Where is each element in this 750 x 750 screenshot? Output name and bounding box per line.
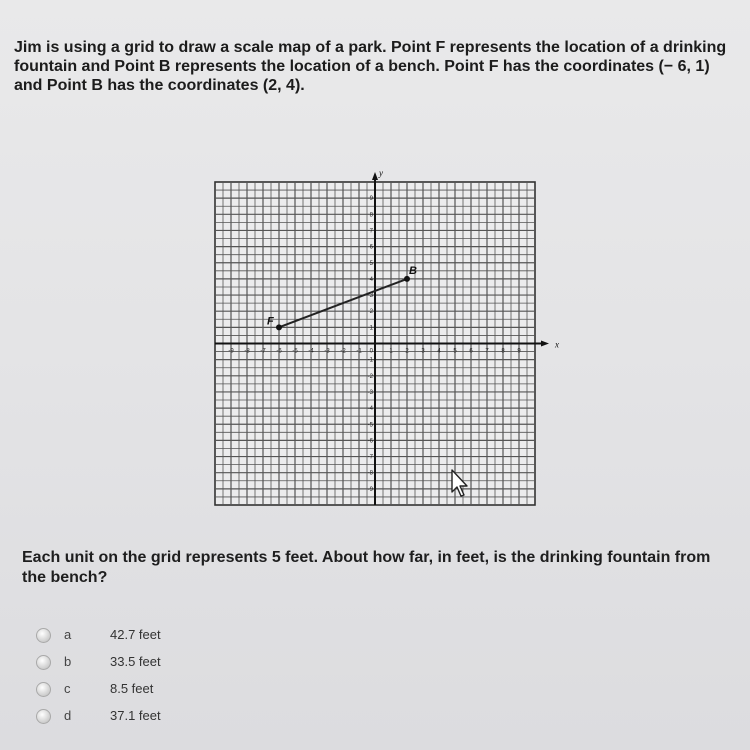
x-tick-label: -1 — [356, 348, 362, 355]
y-tick-label: 9 — [369, 196, 373, 203]
choice-d[interactable] — [36, 707, 336, 727]
x-tick-label: -3 — [324, 348, 330, 355]
y-tick-label: 6 — [369, 244, 373, 251]
point-label: B — [409, 264, 417, 277]
x-tick-label: -7 — [260, 348, 266, 355]
y-tick-label: 5 — [369, 260, 373, 267]
y-tick-label: -7 — [367, 454, 373, 461]
choice-value: 37.1 feet — [110, 708, 161, 723]
coordinate-grid-svg — [210, 168, 559, 513]
coordinate-grid — [210, 168, 559, 513]
y-tick-label: -5 — [367, 422, 373, 429]
mouse-pointer-icon — [450, 468, 474, 500]
question-text: Jim is using a grid to draw a scale map of a park. Point F represents the location of a drinking fountain and Point B represents the location of a bench. Point F has the coordinates (− 6, 1) and Point B has the coordinates (2, 4). — [14, 39, 727, 94]
x-tick-label: -4 — [308, 348, 314, 355]
x-tick-label: 3 — [421, 348, 425, 355]
x-tick-label: -9 — [228, 348, 234, 355]
x-tick-label: 7 — [485, 348, 489, 355]
y-tick-label: -9 — [367, 486, 373, 493]
y-axis-arrow — [372, 172, 378, 180]
y-tick-label: 7 — [369, 228, 373, 235]
x-tick-label: 8 — [501, 348, 505, 355]
y-tick-label: -1 — [367, 357, 373, 364]
radio-button-c[interactable] — [36, 682, 51, 697]
x-tick-label: 1 — [389, 348, 393, 355]
y-tick-label: -3 — [367, 389, 373, 396]
choice-letter: b — [64, 654, 72, 669]
origin-label: 0 — [369, 348, 373, 355]
choice-c[interactable] — [36, 680, 336, 700]
x-tick-label: -6 — [276, 348, 282, 355]
x-tick-label: -8 — [244, 348, 250, 355]
y-tick-label: 1 — [369, 325, 373, 332]
choice-b[interactable] — [36, 653, 336, 673]
prompt-text: Each unit on the grid represents 5 feet. About how far, in feet, is the drinking fountain from the bench? — [22, 549, 711, 586]
x-axis-arrow — [541, 341, 549, 347]
y-axis-label: y — [379, 168, 383, 178]
y-tick-label: -6 — [367, 438, 373, 445]
choice-value: 33.5 feet — [110, 654, 161, 669]
y-tick-label: 3 — [369, 293, 373, 300]
radio-button-b[interactable] — [36, 655, 51, 670]
choice-a[interactable] — [36, 626, 336, 646]
y-tick-label: 8 — [369, 212, 373, 219]
x-tick-label: 9 — [517, 348, 521, 355]
choice-letter: d — [64, 708, 72, 723]
x-tick-label: 2 — [405, 348, 409, 355]
radio-button-d[interactable] — [36, 709, 51, 724]
x-tick-label: 5 — [453, 348, 457, 355]
x-tick-label: 4 — [437, 348, 441, 355]
y-tick-label: 2 — [369, 309, 373, 316]
point-label: F — [267, 315, 274, 328]
y-tick-label: -2 — [367, 373, 373, 380]
x-tick-label: -2 — [340, 348, 346, 355]
y-tick-label: -4 — [367, 406, 373, 413]
choice-letter: c — [64, 681, 71, 696]
point-marker — [276, 324, 282, 330]
y-tick-label: 4 — [369, 276, 373, 283]
x-tick-label: 6 — [469, 348, 473, 355]
x-tick-label: -5 — [292, 348, 298, 355]
radio-button-a[interactable] — [36, 628, 51, 643]
x-axis-label: x — [555, 339, 559, 350]
choice-value: 42.7 feet — [110, 627, 161, 642]
choice-value: 8.5 feet — [110, 681, 154, 696]
y-tick-label: -8 — [367, 470, 373, 477]
choice-letter: a — [64, 627, 72, 642]
